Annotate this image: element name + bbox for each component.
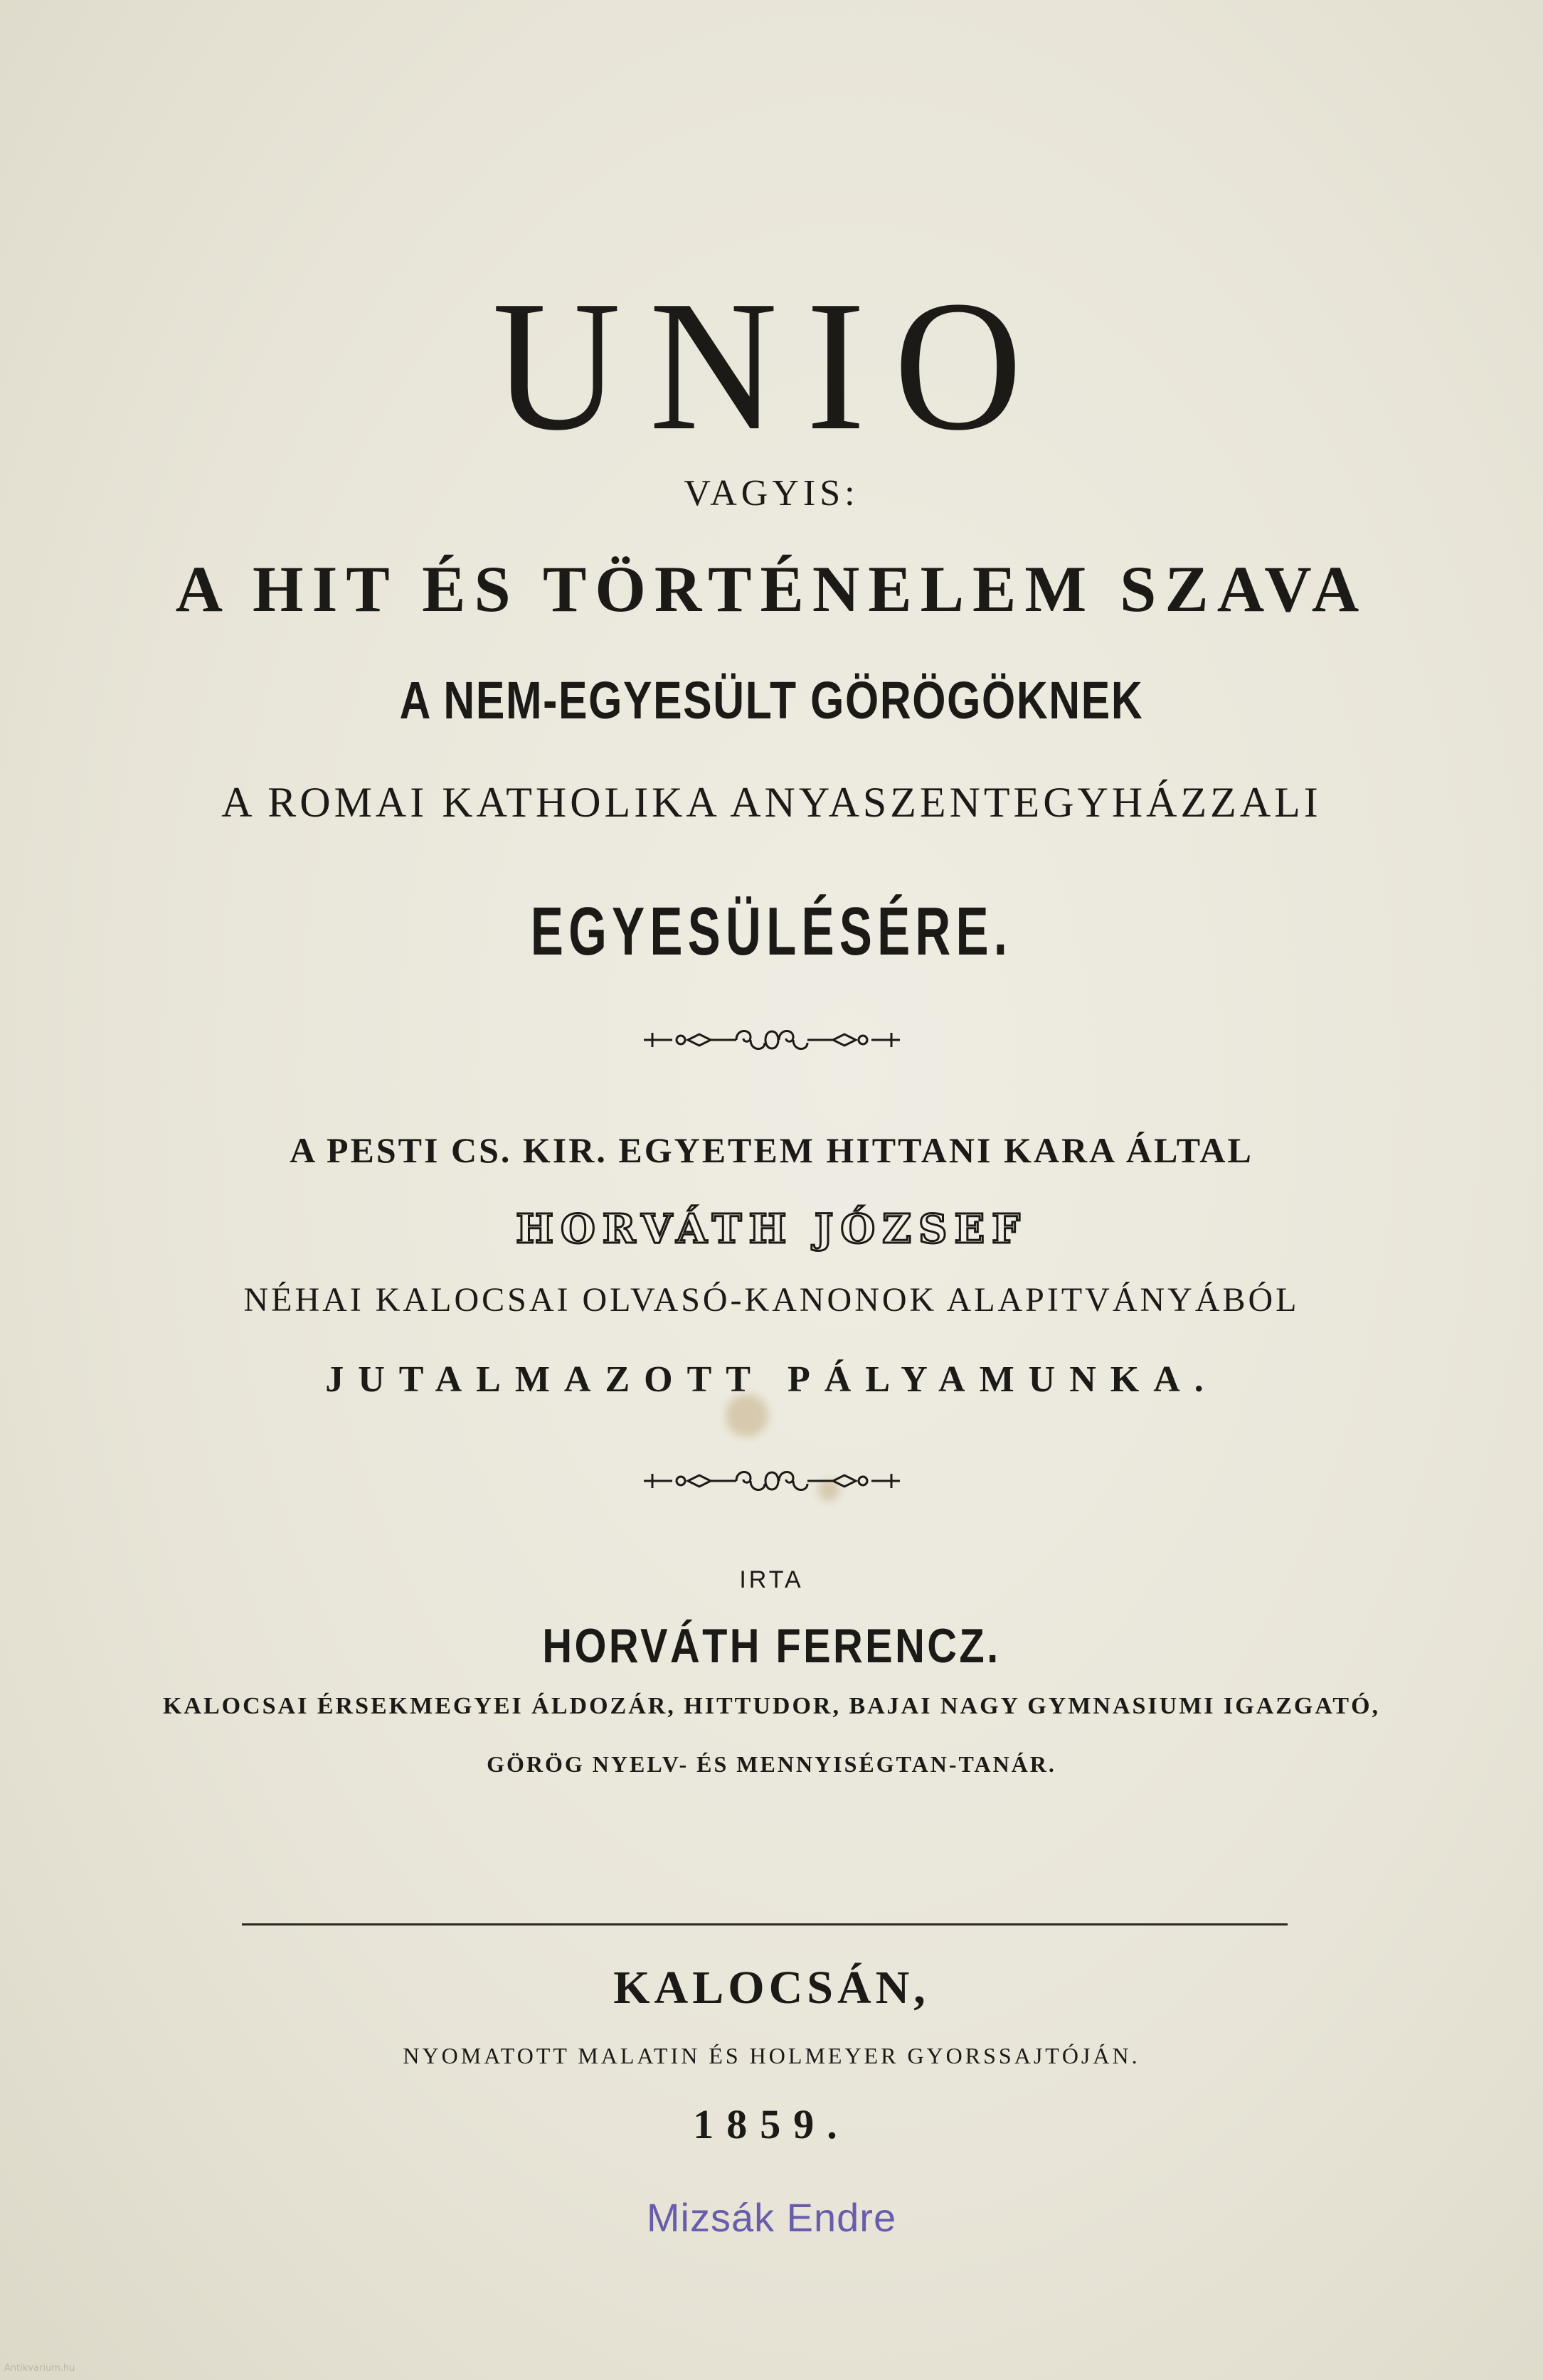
publication-place: KALOCSÁN, [613, 1962, 930, 2014]
by-label: IRTA [739, 1566, 804, 1593]
prize-line-1: A PESTI CS. KIR. EGYETEM HITTANI KARA ÁLTAL [290, 1130, 1253, 1170]
prize-founder: HORVÁTH JÓZSEF [516, 1206, 1027, 1253]
heading-sub-3: EGYESÜLÉSÉRE. [530, 893, 1013, 969]
prize-line-3: JUTALMAZOTT PÁLYAMUNKA. [325, 1359, 1218, 1400]
heading-main: A HIT ÉS TÖRTÉNELEM SZAVA [175, 553, 1368, 625]
prize-line-2: NÉHAI KALOCSAI OLVASÓ-KANONOK ALAPITVÁNYÁBÓL [243, 1281, 1300, 1319]
subtitle-connector: VAGYIS: [684, 473, 859, 514]
owner-stamp: Mizsák Endre [646, 2195, 897, 2240]
heading-sub-1: A NEM-EGYESÜLT GÖRÖGÖKNEK [399, 671, 1144, 730]
foxing-spot [726, 1394, 768, 1437]
author-name: HORVÁTH FERENCZ. [542, 1619, 1001, 1673]
author-credentials-2: GÖRÖG NYELV- ÉS MENNYISÉGTAN-TANÁR. [487, 1751, 1056, 1777]
publication-year: 1859. [693, 2101, 850, 2147]
author-credentials-1: KALOCSAI ÉRSEKMEGYEI ÁLDOZÁR, HITTUDOR, BAJAI NAGY GYMNASIUMI IGAZGATÓ, [162, 1693, 1381, 1719]
scroll-ornament-icon [644, 1460, 900, 1502]
horizontal-rule [242, 1923, 1288, 1925]
ornament-divider [0, 1460, 1543, 1505]
printer-line: NYOMATOTT MALATIN ÉS HOLMEYER GYORSSAJTÓJÁN. [403, 2043, 1140, 2068]
book-title: UNIO [492, 262, 1051, 469]
ornament-divider [0, 1019, 1543, 1064]
heading-sub-2: A ROMAI KATHOLIKA ANYASZENTEGYHÁZZALI [221, 779, 1322, 826]
watermark: Antikvarium.hu [4, 2363, 75, 2374]
scroll-ornament-icon [644, 1019, 900, 1061]
